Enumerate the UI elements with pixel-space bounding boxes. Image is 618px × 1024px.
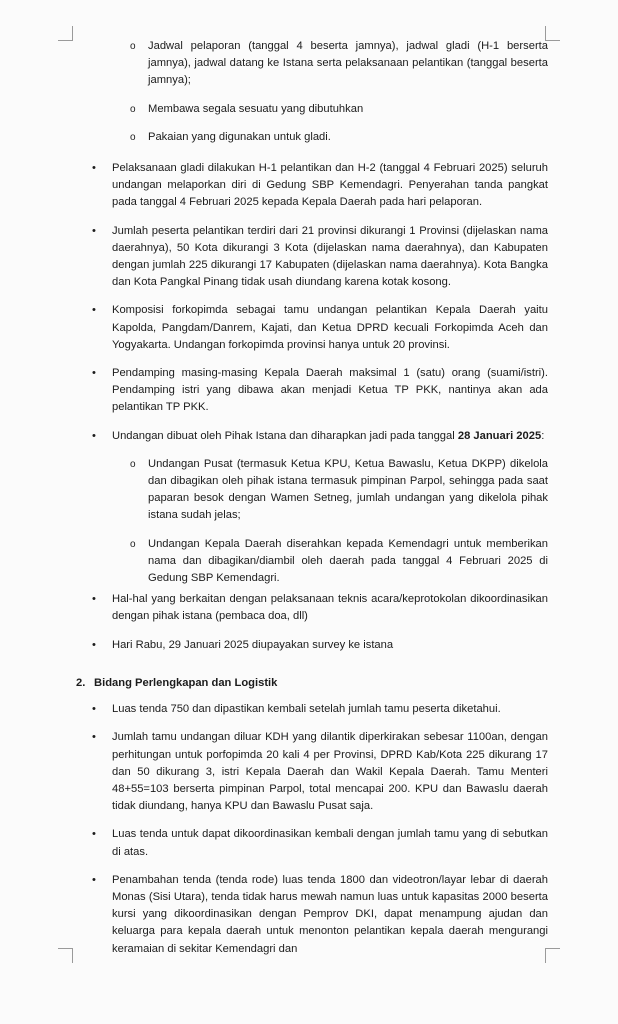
bullet-item: • Penambahan tenda (tenda rode) luas tenda 1800 dan videotron/layar lebar di daerah Monas (Sisi Utara), tenda tidak harus mewah namun luas untuk kapasitas 2000 beserta kursi yang dikoordinasikan dengan Pemprov DKI, dapat menampung ajudan dan keluarga para kepala daerah untuk menonton pelantikan kepala daerah mengurangi keramaian di sekitar Kemendagri dan [92, 873, 548, 955]
bullet-item-invitation: • Undangan dibuat oleh Pihak Istana dan diharapkan jadi pada tanggal 28 Januari 2025: [74, 428, 548, 445]
bullet-item: • Jumlah peserta pelantikan terdiri dari 21 provinsi dikurangi 1 Provinsi (dijelaskan nama daerahnya), 50 Kota dikurangi 3 Kota (dijelaskan nama daerahnya), dan Kabupaten dengan jumlah 225 dikurangi 17 Kabupaten (dijelaskan nama daerahnya). Kota Bangka dan Kota Pangkal Pinang tidak usah diundang karena kotak kosong. [92, 224, 548, 289]
margin-corner-bottom-left [58, 948, 73, 963]
bullet-marker-icon: • [92, 828, 96, 841]
bullet-marker-icon: • [92, 593, 96, 606]
bullet-marker-icon: • [92, 367, 96, 380]
bullet-item: • Luas tenda 750 dan dipastikan kembali setelah jumlah tamu peserta diketahui. [74, 701, 548, 718]
bullet-item: • Luas tenda untuk dapat dikoordinasikan kembali dengan jumlah tamu yang di sebutkan di atas. [92, 828, 548, 858]
section-number: 2. [76, 676, 86, 689]
invitation-date: 28 Januari 2025 [457, 429, 542, 442]
bullet-marker-icon: • [92, 731, 96, 744]
bullet-item: • Hal-hal yang berkaitan dengan pelaksanaan teknis acara/keprotokolan dikoordinasikan dengan pihak istana (pembaca doa, dll) [92, 593, 548, 623]
bullet-marker-icon: • [92, 638, 96, 651]
bullet-item: • Pelaksanaan gladi dilakukan H-1 pelantikan dan H-2 (tanggal 4 Februari 2025) seluruh undangan melaporkan diri di Gedung SBP Kemendagri. Penyerahan tanda pangkat pada tanggal 4 Februari 2025 kepada Kepala Daerah pada hari pelaporan. [92, 162, 548, 209]
section-heading [74, 675, 548, 692]
section-title: Bidang Perlengkapan dan Logistik [94, 676, 278, 689]
bullet-item: • Hari Rabu, 29 Januari 2025 diupayakan survey ke istana [74, 637, 548, 654]
bullet-item: • Komposisi forkopimda sebagai tamu undangan pelantikan Kepala Daerah yaitu Kapolda, Pangdam/Danrem, Kajati, dan Ketua DPRD kecuali Forkopimda Aceh dan Yogyakarta. Undangan forkopimda provinsi hanya untuk 20 provinsi. [92, 304, 548, 351]
sub-item: o Undangan Pusat (termasuk Ketua KPU, Ketua Bawaslu, Ketua DKPP) dikelola dan dibagikan oleh pihak istana termasuk pimpinan Parpol, sehingga pada saat paparan besok dengan Wamen Setneg, jumlah undangan yang dikelola pihak istana sudah jelas; [130, 457, 548, 522]
bullet-marker-icon: • [92, 703, 96, 716]
circle-marker-icon: o [130, 458, 136, 470]
sub-item: o Undangan Kepala Daerah diserahkan kepada Kemendagri untuk memberikan nama dan dibagikan/diambil oleh daerah pada tanggal 4 Februari 2025 di Gedung SBP Kemendagri. [130, 537, 548, 585]
sub-item: o Membawa segala sesuatu yang dibutuhkan [74, 101, 548, 118]
margin-corner-top-left [58, 26, 73, 41]
sub-item: o Pakaian yang digunakan untuk gladi. [74, 129, 548, 146]
bullet-marker-icon: • [92, 162, 96, 175]
circle-marker-icon: o [130, 103, 136, 115]
bullet-item: • Jumlah tamu undangan diluar KDH yang dilantik diperkirakan sebesar 1100an, dengan perhitungan untuk porfopimda 20 kali 4 per Provinsi, DPRD Kab/Kota 225 dikurang 17 dan 50 dikurang 3, istri Kepala Daerah dan Wakil Kepala Daerah. Tamu Menteri 48+55=103 berserta pimpinan Parpol, total mencapai 200. KPU dan Bawaslu daerah tidak diundang, hanya KPU dan Bawaslu Pusat saja. [92, 731, 548, 813]
sub-item: o Jadwal pelaporan (tanggal 4 beserta jamnya), jadwal gladi (H-1 berserta jamnya), jadwal datang ke Istana serta pelaksanaan pelantikan (tanggal beserta jamnya); [130, 40, 548, 87]
bullet-marker-icon: • [92, 224, 96, 237]
bullet-marker-icon: • [92, 873, 96, 886]
document-body [74, 38, 548, 969]
bullet-marker-icon: • [92, 429, 96, 442]
bullet-item: • Pendamping masing-masing Kepala Daerah maksimal 1 (satu) orang (suami/istri). Pendamping istri yang dibawa akan menjadi Ketua TP PKK, nantinya akan ada pelantikan TP PKK. [92, 367, 548, 414]
circle-marker-icon: o [130, 41, 136, 52]
bullet-marker-icon: • [92, 304, 96, 317]
circle-marker-icon: o [130, 131, 136, 143]
circle-marker-icon: o [130, 538, 136, 550]
